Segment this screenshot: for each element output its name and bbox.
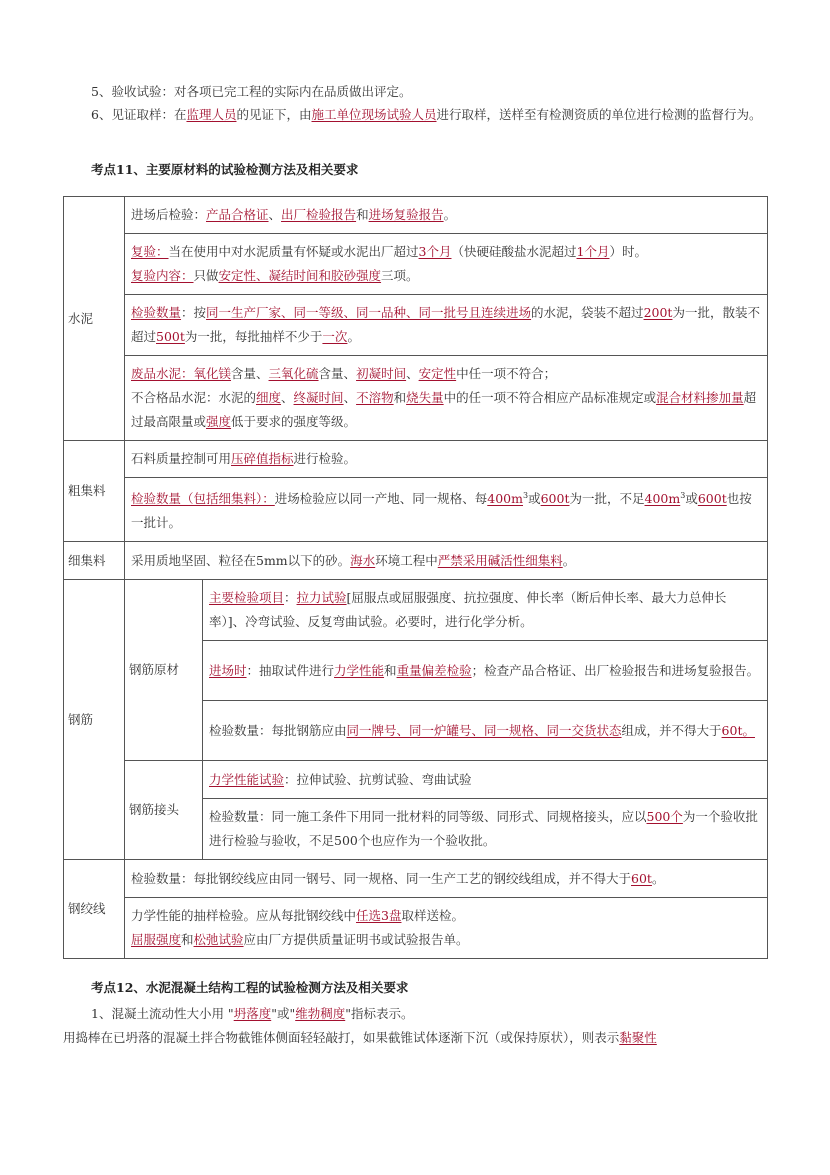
steel-joint-tests: 力学性能试验：拉伸试验、抗剪试验、弯曲试验 [203,761,768,799]
strand-mechanical-tests: 力学性能的抽样检验。应从每批钢绞线中任选3盘取样送检。 屈服强度和松弛试验应由厂方提供质量证明书或试验报告单。 [125,898,768,959]
steel-raw-quantity: 检验数量：每批钢筋应由同一牌号、同一炉罐号、同一规格、同一交货状态组成，并不得大于60t。 [203,701,768,761]
para-cohesion: 用捣棒在已坍落的混凝土拌合物截锥体侧面轻轻敲打，如果截锥试体逐渐下沉（或保持原状），则表示黏聚性 [63,1030,657,1045]
row-label-steel-joint: 钢筋接头 [125,761,203,860]
para-slump: 1、混凝土流动性大小用 "坍落度"或"维勃稠度"指标表示。 [91,1006,414,1021]
row-label-steel-bar: 钢筋 [64,580,125,860]
row-label-steel-raw: 钢筋原材 [125,580,203,761]
strand-quantity: 检验数量：每批钢绞线应由同一钢号、同一规格、同一生产工艺的钢绞线组成，并不得大于60t。 [125,860,768,898]
para-acceptance-test: 5、验收试验：对各项已完工程的实际内在品质做出评定。 [91,84,412,99]
row-label-cement: 水泥 [64,197,125,441]
section-12-title: 考点12、水泥混凝土结构工程的试验检测方法及相关要求 [91,980,409,995]
fine-aggregate-requirement: 采用质地坚固、粒径在5mm以下的砂。海水环境工程中严禁采用碱活性细集料。 [125,542,768,580]
cement-recheck: 复验：当在使用中对水泥质量有怀疑或水泥出厂超过3个月（快硬硅酸盐水泥超过1个月）时。 复验内容：只做安定性、凝结时间和胶砂强度三项。 [125,234,768,295]
cement-waste-and-nonconforming: 废品水泥：氧化镁含量、三氧化硫含量、初凝时间、安定性中任一项不符合； 不合格品水泥：水泥的细度、终凝时间、不溶物和烧失量中的任一项不符合相应产品标准规定或混合材料掺加量超过最高限量或强度低于要求的强度等级。 [125,356,768,441]
coarse-quality-control: 石料质量控制可用压碎值指标进行检验。 [125,441,768,478]
cement-entry-check: 进场后检验：产品合格证、出厂检验报告和进场复验报告。 [125,197,768,234]
para-witness-sampling: 6、见证取样：在监理人员的见证下，由施工单位现场试验人员进行取样，送样至有检测资质的单位进行检测的监督行为。 [91,107,762,122]
steel-joint-quantity: 检验数量：同一施工条件下用同一批材料的同等级、同形式、同规格接头，应以500个为一个验收批进行检验与验收，不足500个也应作为一个验收批。 [203,799,768,860]
steel-raw-entry: 进场时：抽取试件进行力学性能和重量偏差检验；检查产品合格证、出厂检验报告和进场复验报告。 [203,641,768,701]
materials-table [63,196,768,959]
row-label-coarse-aggregate: 粗集料 [64,441,125,542]
section-11-title: 考点11、主要原材料的试验检测方法及相关要求 [91,162,359,177]
steel-raw-main-items: 主要检验项目：拉力试验[屈服点或屈服强度、抗拉强度、伸长率（断后伸长率、最大力总伸长率）]、冷弯试验、反复弯曲试验。必要时，进行化学分析。 [203,580,768,641]
cement-inspection-quantity: 检验数量：按同一生产厂家、同一等级、同一品种、同一批号且连续进场的水泥，袋装不超过200t为一批，散装不超过500t为一批，每批抽样不少于一次。 [125,295,768,356]
coarse-inspection-quantity: 检验数量（包括细集料）：进场检验应以同一产地、同一规格、每$400m^3$或600t为一批，不足$400m^3$或600t也按一批计。 [125,478,768,542]
row-label-steel-strand: 钢绞线 [64,860,125,959]
row-label-fine-aggregate: 细集料 [64,542,125,580]
